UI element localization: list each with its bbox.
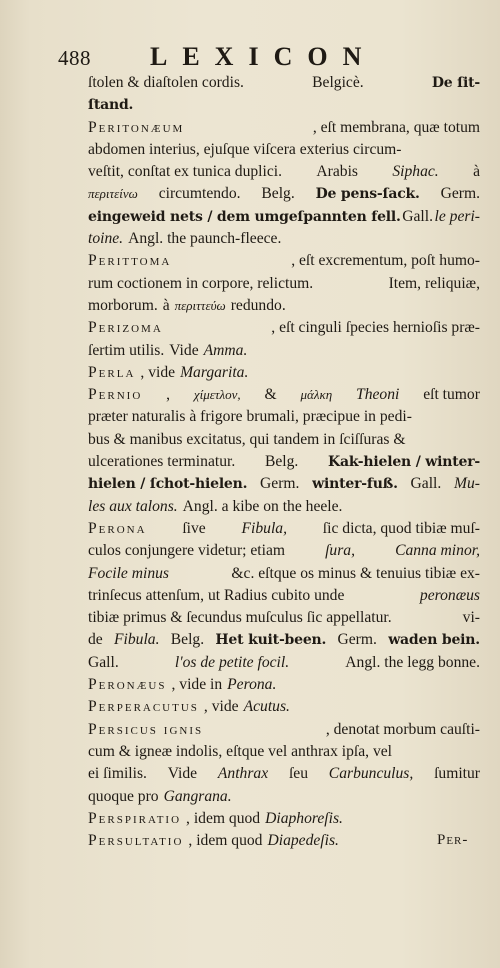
text-segment: les aux talons. (88, 497, 178, 515)
text-line (88, 250, 480, 272)
text-segment: μάλκη (300, 387, 333, 403)
text-segment: Gall. (410, 475, 442, 493)
page-header (58, 42, 478, 74)
text-segment: redundo. (230, 296, 286, 314)
text-segment: Carbunculus, (328, 765, 414, 783)
text-segment: Vide (169, 341, 199, 359)
text-line (88, 808, 480, 830)
text-line (88, 161, 480, 183)
text-segment: Angl. the paunch-fleece. (128, 230, 282, 248)
text-segment: De ſit- (431, 75, 480, 91)
text-segment: Theoni (356, 386, 400, 404)
catchword: Per- (437, 832, 469, 848)
text-line (88, 406, 480, 428)
headword: Persicus ignis (88, 720, 204, 738)
text-segment: , idem quod (188, 832, 263, 850)
text-segment: Belg. (261, 185, 295, 203)
text-segment: Anthrax (217, 765, 269, 783)
text-segment: περιττεύω (174, 297, 226, 313)
text-line (88, 94, 480, 116)
text-segment: Germ. (260, 475, 300, 493)
headword: Perperacutus (88, 698, 199, 716)
text-segment: quoque pro (88, 787, 159, 805)
text-segment: , eſt cinguli ſpecies hernioſis præ- (271, 319, 480, 337)
text-segment: eingeweid nets / dem umgeſpannten fell. (88, 208, 401, 225)
text-segment: trinſecus attenſum, ut Radius cubito unde (88, 586, 345, 604)
text-segment: abdomen interius, ejuſque viſcera exterius circum- (88, 140, 402, 158)
text-segment: Belg. (264, 453, 299, 471)
text-line (88, 340, 480, 362)
headword: Pernio (88, 386, 143, 404)
text-line (88, 607, 480, 629)
text-segment: Kak-hielen / winter- (328, 454, 480, 471)
text-segment: Gall. (402, 207, 433, 225)
text-segment: Gall. (88, 653, 119, 671)
text-line (88, 696, 480, 718)
text-segment: Siphac. (392, 163, 439, 181)
text-segment: Canna minor, (395, 542, 480, 560)
text-segment: , idem quod (186, 809, 261, 827)
text-line (88, 763, 480, 785)
text-segment: Gangrana. (163, 787, 232, 805)
text-segment: Germ. (440, 185, 480, 203)
lexicon-entries (88, 72, 480, 852)
text-segment: veſtit, conſtat ex tunica duplici. (88, 163, 283, 181)
text-line (88, 317, 480, 339)
text-segment: , eſt membrana, quæ totum (312, 118, 480, 136)
text-segment: Focile minus (88, 564, 169, 582)
text-segment: , vide (140, 363, 176, 381)
text-line (88, 652, 480, 674)
text-segment: Diaphoreſis. (265, 809, 343, 827)
text-line (88, 117, 480, 139)
headword: Perizoma (88, 319, 163, 337)
headword: Perona (88, 519, 147, 537)
text-segment: Het kuit-been. (215, 632, 327, 649)
text-line (88, 384, 480, 406)
text-segment: à (162, 296, 170, 314)
headword: Perla (88, 363, 136, 381)
text-line (88, 295, 480, 317)
text-segment: le peri- (434, 207, 480, 225)
text-line (88, 206, 480, 228)
text-line (88, 139, 480, 161)
headword: Perspiratio (88, 809, 182, 827)
text-segment: à (473, 163, 480, 181)
text-segment: ei ſimilis. (88, 765, 147, 783)
text-segment: Margarita. (180, 363, 249, 381)
text-line (88, 473, 480, 495)
text-segment: ulcerationes terminatur. (88, 453, 236, 471)
text-segment: hielen / ſchot-hielen. (88, 476, 248, 493)
text-line (88, 518, 480, 540)
text-line (88, 629, 480, 651)
text-line (88, 563, 480, 585)
text-line (88, 429, 480, 451)
text-segment: , (166, 386, 171, 404)
text-line (88, 72, 480, 94)
text-segment: De pens-ſack. (315, 186, 420, 203)
text-segment: vi- (462, 609, 480, 627)
text-segment: , denotat morbum cauſti- (325, 720, 480, 738)
text-segment: Vide (167, 765, 198, 783)
text-segment: rum coctionem in corpore, relictum. (88, 274, 314, 292)
text-segment: ſumitur (434, 765, 480, 783)
text-segment: χίμετλον, (193, 387, 241, 403)
text-segment: ſtolen & diaſtolen cordis. (88, 74, 244, 91)
text-segment: Belgicè. (312, 74, 364, 91)
text-segment: ſtand. (88, 97, 134, 114)
text-segment: Angl. a kibe on the heele. (182, 497, 343, 515)
text-segment: ſura, (325, 542, 355, 560)
text-segment: , vide in (171, 676, 223, 694)
text-line (88, 540, 480, 562)
text-segment: , eſt excrementum, poſt humo- (291, 252, 480, 270)
text-segment: l'os de petite focil. (174, 653, 290, 671)
text-segment: Item, reliquiæ, (388, 274, 480, 292)
text-line (88, 362, 480, 384)
text-segment: peronæus (419, 586, 480, 604)
text-line (88, 719, 480, 741)
text-line (88, 830, 480, 852)
text-line (88, 786, 480, 808)
text-segment: Fibula. (114, 631, 160, 649)
text-segment: & (264, 386, 277, 404)
headword: Persultatio (88, 832, 184, 850)
text-segment: , vide (203, 698, 239, 716)
text-segment: bus & manibus excitatus, qui tandem in ſciſſuras & (88, 430, 406, 448)
page-number: 488 (58, 46, 91, 70)
text-line (88, 273, 480, 295)
text-segment: morborum. (88, 296, 158, 314)
text-segment: Amma. (203, 341, 248, 359)
text-line (88, 451, 480, 473)
text-segment: &c. eſtque os minus & tenuius tibiæ ex- (231, 564, 480, 582)
text-segment: Germ. (337, 631, 377, 649)
text-segment: culos conjungere videtur; etiam (88, 542, 286, 560)
text-line (88, 228, 480, 250)
text-segment: Mu- (454, 475, 480, 493)
text-segment: cum & igneæ indolis, eſtque vel anthrax ipſa, vel (88, 742, 393, 760)
headword: Perittoma (88, 252, 172, 270)
text-segment: Arabis (316, 163, 358, 181)
text-segment: circumtendo. (158, 185, 241, 203)
headword: Peronæus (88, 676, 167, 694)
text-line (88, 674, 480, 696)
text-segment: præter naturalis à frigore brumali, præcipue in pedi- (88, 408, 412, 426)
text-segment: Perona. (227, 676, 277, 694)
text-segment: Acutus. (243, 698, 290, 716)
text-segment: ſic dicta, quod tibiæ muſ- (322, 519, 480, 537)
running-head: LEXICON (150, 42, 377, 71)
text-segment: toine. (88, 230, 124, 248)
text-segment: περιτείνω (88, 186, 138, 202)
text-segment: ſeu (288, 765, 308, 783)
text-segment: Diapedeſis. (267, 832, 339, 850)
text-line (88, 183, 480, 205)
text-segment: tibiæ primus & ſecundus muſculus ſic appellatur. (88, 609, 392, 627)
text-line (88, 585, 480, 607)
text-segment: de (88, 631, 103, 649)
text-segment: Fibula, (241, 519, 287, 537)
text-segment: ſive (182, 519, 206, 537)
text-segment: waden bein. (388, 632, 480, 649)
text-segment: Belg. (170, 631, 205, 649)
headword: Peritonæum (88, 118, 185, 136)
text-line (88, 741, 480, 763)
text-segment: Angl. the legg bonne. (345, 653, 480, 671)
text-line (88, 496, 480, 518)
text-segment: eſt tumor (423, 386, 480, 404)
text-segment: ſertim utilis. (88, 341, 165, 359)
text-segment: winter-fuß. (312, 476, 398, 493)
